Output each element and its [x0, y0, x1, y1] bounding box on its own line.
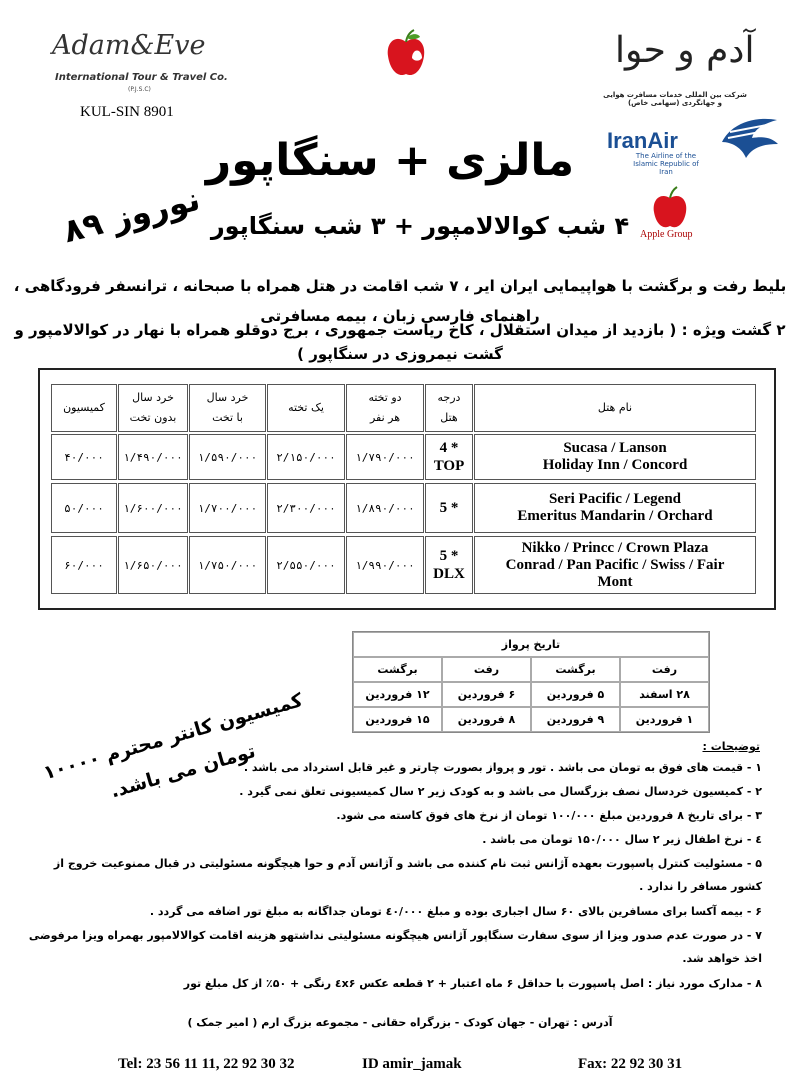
flight-date: ۲۸ اسفند: [620, 682, 709, 707]
note-item: ۱ - قیمت های فوق به تومان می باشد . تور و پرواز بصورت چارتر و غیر قابل استرداد می باشد .: [243, 761, 762, 774]
header-hotel: نام هتل: [474, 384, 756, 432]
header-double: دو تخته هر نفر: [346, 384, 424, 432]
table-cell-child-bed: ۱/۷۵۰/۰۰۰: [189, 536, 266, 594]
table-row-grade: 5 * DLX: [425, 536, 473, 594]
flight-header: رفت: [442, 657, 531, 682]
footer-phone: Tel: 23 56 11 11, 22 92 30 32: [118, 1056, 295, 1072]
brand-logo-en: Adam&Eve: [52, 30, 206, 61]
nowruz-badge: نوروز ۸۹: [59, 179, 204, 251]
apple-logo-icon: [386, 28, 426, 80]
table-cell-child-nobed: ۱/۶۰۰/۰۰۰: [118, 483, 188, 533]
table-cell-child-bed: ۱/۷۰۰/۰۰۰: [189, 483, 266, 533]
brand-subtitle-en: International Tour & Travel Co.: [55, 72, 228, 83]
flight-table-title: تاریخ پرواز: [353, 632, 709, 657]
flight-header: برگشت: [531, 657, 620, 682]
note-item: ۲ - کمیسیون خردسال نصف بزرگسال می باشد و به کودک زیر ۲ سال کمیسیونی تعلق نمی گیرد .: [239, 785, 762, 798]
header-commission: کمیسیون: [51, 384, 117, 432]
page-title: مالزی + سنگاپور: [205, 135, 575, 186]
page-subtitle: ۴ شب کوالالامپور + ۳ شب سنگاپور: [210, 212, 630, 240]
header-child-nobed: خرد سال بدون تخت: [118, 384, 188, 432]
header-grade: درجه هتل: [425, 384, 473, 432]
brand-subtitle-fa: شرکت بین المللی خدمات مسافرت هوایی و جهانگردی (سهامی خاص): [603, 91, 747, 107]
flight-date: ۱ فروردین: [620, 707, 709, 732]
table-cell-child-nobed: ۱/۴۹۰/۰۰۰: [118, 434, 188, 480]
table-row-hotels: Nikko / Princc / Crown Plaza Conrad / Pan Pacific / Swiss / Fair Mont: [474, 536, 756, 594]
note-item: ۳ - برای تاریخ ۸ فروردین مبلغ ۱۰۰/۰۰۰ تومان از نرخ های فوق کاسته می شود.: [336, 809, 762, 822]
flight-date: ۹ فروردین: [531, 707, 620, 732]
flight-date: ۱۲ فروردین: [353, 682, 442, 707]
note-item: ۸ - مدارک مورد نیاز : اصل پاسپورت با حداقل ۶ ماه اعتبار + ۲ قطعه عکس ٤x۶ رنگی + ۵۰٪ از کل مبلغ تور: [183, 977, 762, 990]
flight-date: ۶ فروردین: [442, 682, 531, 707]
table-cell-double: ۱/۹۹۰/۰۰۰: [346, 536, 424, 594]
table-cell-commission: ۵۰/۰۰۰: [51, 483, 117, 533]
table-cell-commission: ۶۰/۰۰۰: [51, 536, 117, 594]
header-single: یک تخته: [267, 384, 345, 432]
table-cell-single: ۲/۳۰۰/۰۰۰: [267, 483, 345, 533]
iranair-tagline: The Airline of the Islamic Republic of Iran: [633, 152, 699, 176]
iranair-logo-text: IranAir: [607, 128, 678, 153]
table-cell-child-bed: ۱/۵۹۰/۰۰۰: [189, 434, 266, 480]
flight-date: ۱۵ فروردین: [353, 707, 442, 732]
table-cell-double: ۱/۷۹۰/۰۰۰: [346, 434, 424, 480]
flight-date: ۵ فروردین: [531, 682, 620, 707]
price-table: [38, 368, 776, 610]
footer-fax: Fax: 22 92 30 31: [578, 1056, 683, 1072]
table-cell-single: ۲/۵۵۰/۰۰۰: [267, 536, 345, 594]
brand-legal: (P.J.S.C): [128, 86, 151, 93]
notes-title: توضیحات :: [702, 740, 760, 753]
flight-header: رفت: [620, 657, 709, 682]
note-item: ۶ - بیمه آکسا برای مسافرین بالای ۶۰ سال اجباری بوده و مبلغ ٤۰/۰۰۰ تومان جداگانه به مبلغ تور اضافه می گردد .: [149, 905, 762, 918]
footer-id: ID amir_jamak: [362, 1056, 462, 1072]
route-code: KUL-SIN 8901: [80, 104, 174, 120]
table-cell-single: ۲/۱۵۰/۰۰۰: [267, 434, 345, 480]
brand-logo-fa: آدم و حوا: [615, 30, 755, 71]
tour-description: بلیط رفت و برگشت با هواپیمایی ایران ایر ، ۷ شب اقامت در هتل همراه با صبحانه ، ترانسفر فرودگاهی ، راهنمای فارسی زبان ، بیمه مسافرتی: [13, 277, 787, 325]
note-item: ۵ - مسئولیت کنترل پاسپورت بعهده آژانس ثبت نام کننده می باشد و آژانس آدم و حوا هیچگونه مسئولیتی در قبال ممنوعیت خروج از کشور مسافر را ندارد .: [53, 857, 762, 893]
address: آدرس : تهران - جهان کودک - بزرگراه حقانی - مجموعه بزرگ ارم ( امیر جمک ): [187, 1016, 613, 1029]
note-item: ٤ - نرخ اطفال زیر ۲ سال ۱۵۰/۰۰۰ تومان می باشد .: [482, 833, 762, 846]
table-row-hotels: Seri Pacific / Legend Emeritus Mandarin / Orchard: [474, 483, 756, 533]
table-cell-child-nobed: ۱/۶۵۰/۰۰۰: [118, 536, 188, 594]
table-cell-double: ۱/۸۹۰/۰۰۰: [346, 483, 424, 533]
table-cell-commission: ۴۰/۰۰۰: [51, 434, 117, 480]
table-row-grade: 4 * TOP: [425, 434, 473, 480]
table-row-hotels: Sucasa / Lanson Holiday Inn / Concord: [474, 434, 756, 480]
tour-excursions: ۲ گشت ویژه : ( بازدید از میدان استقلال ، کاخ ریاست جمهوری ، برج دوقلو همراه با نهار در کوالالامپور و گشت نیمروزی در سنگاپور ): [14, 321, 786, 363]
commission-note: کمیسیون کانتر محترم ۱۰۰۰۰ تومان می باشد.: [40, 689, 306, 803]
header-child-bed: خرد سال با تخت: [189, 384, 266, 432]
flight-header: برگشت: [353, 657, 442, 682]
flight-dates-table: [352, 631, 710, 733]
apple-group-label: Apple Group: [640, 229, 693, 240]
flight-date: ۸ فروردین: [442, 707, 531, 732]
note-item: ۷ - در صورت عدم صدور ویزا از سوی سفارت سنگاپور آژانس هیچگونه مسئولیتی نداشتهو هزینه اقامت کوالالامپور بهمراه ویزا مرفوضی اخذ خواهد شد.: [28, 929, 762, 965]
table-row-grade: 5 *: [425, 483, 473, 533]
